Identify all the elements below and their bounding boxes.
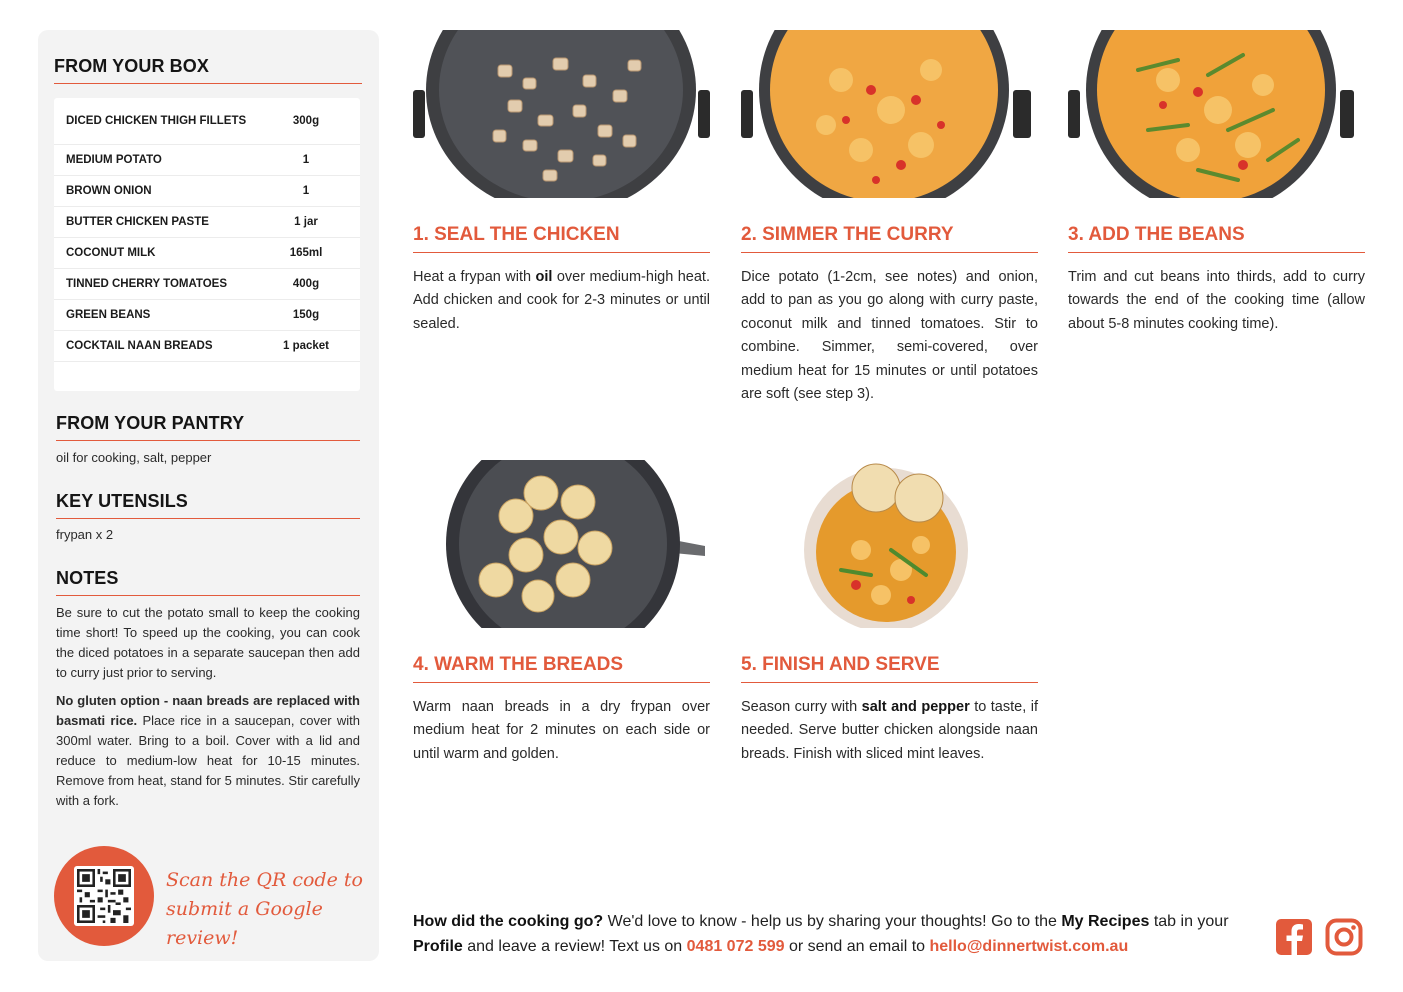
instagram-icon[interactable] xyxy=(1325,918,1363,956)
my-recipes-link[interactable]: My Recipes xyxy=(1061,913,1150,930)
profile-link[interactable]: Profile xyxy=(413,938,463,955)
ingredient-name: BROWN ONION xyxy=(66,185,152,197)
step-text-part: to taste, if needed. Serve butter chicken alongside naan breads. Finish with sliced mint leaves. xyxy=(741,699,1038,762)
footer-text: tab in your xyxy=(1149,913,1229,930)
ingredient-qty: 165ml xyxy=(289,247,323,259)
gluten-free-note-text: Place rice in a saucepan, cover with 300ml water. Bring to a boil. Cover with a lid and reduce to medium-low heat for 10-15 minutes. Remove from heat, stand for 5 minutes. Stir carefully with a fork. xyxy=(56,713,360,808)
step-2-text xyxy=(741,266,1038,406)
review-footer xyxy=(413,909,1263,959)
step-3-text xyxy=(1068,266,1365,336)
footer-text: and leave a review! Text us on xyxy=(462,938,687,955)
step-text-bold: oil xyxy=(535,269,553,285)
ingredient-name: COCONUT MILK xyxy=(66,247,156,259)
step-4-text xyxy=(413,696,710,766)
step-3-photo xyxy=(1068,30,1365,198)
table-row xyxy=(54,207,360,238)
pantry-text: oil for cooking, salt, pepper xyxy=(56,450,212,465)
step-1-photo xyxy=(413,30,710,198)
ingredient-qty: 1 jar xyxy=(294,216,318,228)
ingredients-table xyxy=(54,98,360,391)
from-your-pantry-heading: FROM YOUR PANTRY xyxy=(56,413,360,441)
qr-text-line: Scan the QR code to xyxy=(166,869,363,891)
footer-text: or send an email to xyxy=(784,938,930,955)
ingredient-qty: 1 xyxy=(302,185,310,197)
ingredient-name: TINNED CHERRY TOMATOES xyxy=(66,278,228,290)
ingredient-name: DICED CHICKEN THIGH FILLETS xyxy=(66,115,247,127)
ingredient-name: GREEN BEANS xyxy=(66,309,151,321)
ingredient-qty: 150g xyxy=(292,309,320,321)
facebook-icon[interactable] xyxy=(1275,918,1313,956)
notes-paragraph: Be sure to cut the potato small to keep the cooking time short! To speed up the cooking, you can cook the diced potatoes in a separate saucepan then add to curry just prior to serving. xyxy=(56,605,360,680)
table-row xyxy=(54,269,360,300)
table-row xyxy=(54,176,360,207)
qr-code-icon[interactable] xyxy=(74,866,134,926)
qr-review-prompt xyxy=(166,866,366,953)
step-4-photo xyxy=(413,460,710,628)
from-your-box-heading: FROM YOUR BOX xyxy=(54,56,362,84)
gluten-free-note-bold: No gluten option - naan breads are replaced with basmati rice. xyxy=(56,693,360,728)
qr-text-line: submit a Google review! xyxy=(166,898,323,949)
step-1-title: 1. SEAL THE CHICKEN xyxy=(413,224,710,253)
ingredient-qty: 1 xyxy=(302,154,310,166)
step-3-title: 3. ADD THE BEANS xyxy=(1068,224,1365,253)
step-5-photo xyxy=(741,460,1038,628)
ingredient-qty: 300g xyxy=(292,115,320,127)
step-text-part: Heat a frypan with xyxy=(413,269,536,285)
ingredient-qty: 400g xyxy=(292,278,320,290)
table-row xyxy=(54,238,360,269)
step-5-title: 5. FINISH AND SERVE xyxy=(741,654,1038,683)
utensils-text: frypan x 2 xyxy=(56,527,114,542)
ingredient-name: COCKTAIL NAAN BREADS xyxy=(66,340,213,352)
key-utensils-heading: KEY UTENSILS xyxy=(56,491,360,519)
step-text-part: over medium-high heat. Add chicken and cook for 2-3 minutes or until sealed. xyxy=(413,269,710,332)
gluten-free-note xyxy=(56,691,360,811)
notes-heading: NOTES xyxy=(56,568,360,596)
step-1-text xyxy=(413,266,710,336)
ingredient-name: BUTTER CHICKEN PASTE xyxy=(66,216,209,228)
step-5-text xyxy=(741,696,1038,766)
ingredient-qty: 1 packet xyxy=(282,340,330,352)
footer-text: We'd love to know - help us by sharing your thoughts! Go to the xyxy=(603,913,1062,930)
step-text-bold: salt and pepper xyxy=(861,699,970,715)
table-row xyxy=(54,331,360,362)
step-2-photo xyxy=(741,30,1038,198)
ingredient-name: MEDIUM POTATO xyxy=(66,154,162,166)
step-text-part: Season curry with xyxy=(741,699,862,715)
footer-question: How did the cooking go? xyxy=(413,913,604,930)
step-text-part: Dice potato (1-2cm, see notes) and onion, add to pan as you go along with curry paste, coconut milk and tinned tomatoes. Stir to combine. Simmer, semi-covered, over medium heat for 15 minutes or until potatoes are soft (see step 3). xyxy=(741,269,1038,403)
step-text-part: Warm naan breads in a dry frypan over medium heat for 2 minutes on each side or until warm and golden. xyxy=(413,699,710,762)
table-row xyxy=(54,300,360,331)
phone-link[interactable]: 0481 072 599 xyxy=(686,938,785,955)
qr-badge[interactable] xyxy=(54,846,154,946)
table-row xyxy=(54,145,360,176)
step-4-title: 4. WARM THE BREADS xyxy=(413,654,710,683)
table-row xyxy=(54,98,360,145)
ingredients-sidebar xyxy=(38,30,379,961)
step-2-title: 2. SIMMER THE CURRY xyxy=(741,224,1038,253)
email-link[interactable]: hello@dinnertwist.com.au xyxy=(929,938,1129,955)
step-text-part: Trim and cut beans into thirds, add to curry towards the end of the cooking time (allow about 5-8 minutes cooking time). xyxy=(1068,269,1365,332)
